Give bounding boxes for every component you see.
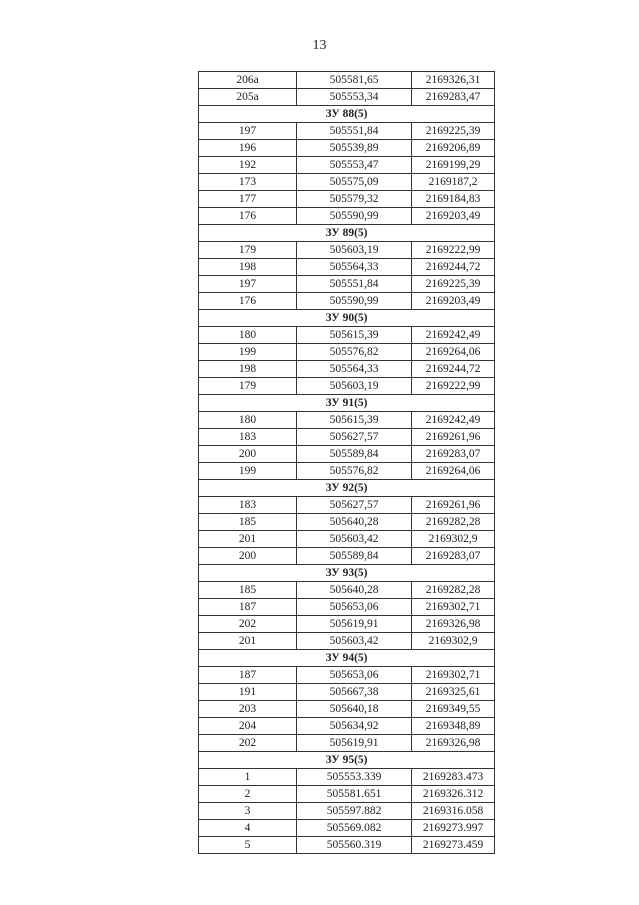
table-row xyxy=(199,344,495,361)
section-title: ЗУ 95(5) xyxy=(199,752,495,769)
point-number-cell: 197 xyxy=(199,276,297,293)
table-row xyxy=(199,412,495,429)
point-number-cell: 201 xyxy=(199,531,297,548)
y-coordinate-cell: 2169326,98 xyxy=(412,616,495,633)
table-row xyxy=(199,599,495,616)
table-row xyxy=(199,497,495,514)
table-row xyxy=(199,616,495,633)
page-number: 13 xyxy=(312,38,327,53)
table-row xyxy=(199,327,495,344)
x-coordinate-cell: 505603,42 xyxy=(297,531,412,548)
table-row xyxy=(199,684,495,701)
y-coordinate-cell: 2169222,99 xyxy=(412,242,495,259)
section-header-row xyxy=(199,395,495,412)
y-coordinate-cell: 2169264,06 xyxy=(412,463,495,480)
section-header-row xyxy=(199,650,495,667)
y-coordinate-cell: 2169261,96 xyxy=(412,497,495,514)
x-coordinate-cell: 505589,84 xyxy=(297,548,412,565)
x-coordinate-cell: 505589,84 xyxy=(297,446,412,463)
y-coordinate-cell: 2169242,49 xyxy=(412,327,495,344)
x-coordinate-cell: 505640,28 xyxy=(297,514,412,531)
y-coordinate-cell: 2169326,31 xyxy=(412,72,495,89)
table-row xyxy=(199,633,495,650)
y-coordinate-cell: 2169225,39 xyxy=(412,123,495,140)
x-coordinate-cell: 505560.319 xyxy=(297,837,412,854)
point-number-cell: 197 xyxy=(199,123,297,140)
point-number-cell: 187 xyxy=(199,667,297,684)
point-number-cell: 179 xyxy=(199,242,297,259)
y-coordinate-cell: 2169302,9 xyxy=(412,633,495,650)
point-number-cell: 198 xyxy=(199,361,297,378)
x-coordinate-cell: 505627,57 xyxy=(297,497,412,514)
point-number-cell: 191 xyxy=(199,684,297,701)
section-header-row xyxy=(199,565,495,582)
x-coordinate-cell: 505553,47 xyxy=(297,157,412,174)
table-row xyxy=(199,463,495,480)
table-row xyxy=(199,701,495,718)
x-coordinate-cell: 505579,32 xyxy=(297,191,412,208)
section-title: ЗУ 92(5) xyxy=(199,480,495,497)
table-row xyxy=(199,786,495,803)
point-number-cell: 206а xyxy=(199,72,297,89)
x-coordinate-cell: 505575,09 xyxy=(297,174,412,191)
point-number-cell: 199 xyxy=(199,463,297,480)
y-coordinate-cell: 2169326.312 xyxy=(412,786,495,803)
table-row xyxy=(199,803,495,820)
y-coordinate-cell: 2169242,49 xyxy=(412,412,495,429)
table-row xyxy=(199,361,495,378)
x-coordinate-cell: 505576,82 xyxy=(297,344,412,361)
y-coordinate-cell: 2169244,72 xyxy=(412,361,495,378)
point-number-cell: 202 xyxy=(199,735,297,752)
y-coordinate-cell: 2169282,28 xyxy=(412,514,495,531)
table-row xyxy=(199,582,495,599)
x-coordinate-cell: 505590,99 xyxy=(297,208,412,225)
point-number-cell: 4 xyxy=(199,820,297,837)
x-coordinate-cell: 505667,38 xyxy=(297,684,412,701)
table-row xyxy=(199,89,495,106)
section-title: ЗУ 90(5) xyxy=(199,310,495,327)
x-coordinate-cell: 505653,06 xyxy=(297,599,412,616)
y-coordinate-cell: 2169225,39 xyxy=(412,276,495,293)
point-number-cell: 196 xyxy=(199,140,297,157)
point-number-cell: 192 xyxy=(199,157,297,174)
y-coordinate-cell: 2169283,07 xyxy=(412,446,495,463)
point-number-cell: 1 xyxy=(199,769,297,786)
section-header-row xyxy=(199,480,495,497)
point-number-cell: 187 xyxy=(199,599,297,616)
y-coordinate-cell: 2169316.058 xyxy=(412,803,495,820)
point-number-cell: 201 xyxy=(199,633,297,650)
y-coordinate-cell: 2169203,49 xyxy=(412,208,495,225)
coordinates-table-body xyxy=(199,72,495,854)
y-coordinate-cell: 2169283,07 xyxy=(412,548,495,565)
point-number-cell: 185 xyxy=(199,514,297,531)
x-coordinate-cell: 505603,19 xyxy=(297,242,412,259)
point-number-cell: 199 xyxy=(199,344,297,361)
point-number-cell: 205а xyxy=(199,89,297,106)
y-coordinate-cell: 2169244,72 xyxy=(412,259,495,276)
section-header-row xyxy=(199,752,495,769)
table-row xyxy=(199,446,495,463)
table-row xyxy=(199,531,495,548)
point-number-cell: 177 xyxy=(199,191,297,208)
y-coordinate-cell: 2169222,99 xyxy=(412,378,495,395)
x-coordinate-cell: 505627,57 xyxy=(297,429,412,446)
x-coordinate-cell: 505634,92 xyxy=(297,718,412,735)
y-coordinate-cell: 2169302,9 xyxy=(412,531,495,548)
table-row xyxy=(199,293,495,310)
x-coordinate-cell: 505539,89 xyxy=(297,140,412,157)
table-row xyxy=(199,718,495,735)
x-coordinate-cell: 505653,06 xyxy=(297,667,412,684)
x-coordinate-cell: 505576,82 xyxy=(297,463,412,480)
x-coordinate-cell: 505603,42 xyxy=(297,633,412,650)
x-coordinate-cell: 505553.339 xyxy=(297,769,412,786)
y-coordinate-cell: 2169273.997 xyxy=(412,820,495,837)
y-coordinate-cell: 2169282,28 xyxy=(412,582,495,599)
table-row xyxy=(199,735,495,752)
x-coordinate-cell: 505581,65 xyxy=(297,72,412,89)
y-coordinate-cell: 2169203,49 xyxy=(412,293,495,310)
point-number-cell: 200 xyxy=(199,548,297,565)
y-coordinate-cell: 2169349,55 xyxy=(412,701,495,718)
section-header-row xyxy=(199,225,495,242)
x-coordinate-cell: 505597.882 xyxy=(297,803,412,820)
table-row xyxy=(199,72,495,89)
table-row xyxy=(199,157,495,174)
y-coordinate-cell: 2169273.459 xyxy=(412,837,495,854)
y-coordinate-cell: 2169302,71 xyxy=(412,599,495,616)
table-row xyxy=(199,837,495,854)
point-number-cell: 5 xyxy=(199,837,297,854)
point-number-cell: 2 xyxy=(199,786,297,803)
y-coordinate-cell: 2169302,71 xyxy=(412,667,495,684)
y-coordinate-cell: 2169261,96 xyxy=(412,429,495,446)
x-coordinate-cell: 505603,19 xyxy=(297,378,412,395)
point-number-cell: 204 xyxy=(199,718,297,735)
section-header-row xyxy=(199,310,495,327)
x-coordinate-cell: 505619,91 xyxy=(297,735,412,752)
table-row xyxy=(199,548,495,565)
x-coordinate-cell: 505569.082 xyxy=(297,820,412,837)
point-number-cell: 185 xyxy=(199,582,297,599)
table-row xyxy=(199,276,495,293)
point-number-cell: 203 xyxy=(199,701,297,718)
x-coordinate-cell: 505551,84 xyxy=(297,123,412,140)
y-coordinate-cell: 2169187,2 xyxy=(412,174,495,191)
y-coordinate-cell: 2169283.473 xyxy=(412,769,495,786)
point-number-cell: 179 xyxy=(199,378,297,395)
table-row xyxy=(199,191,495,208)
y-coordinate-cell: 2169325,61 xyxy=(412,684,495,701)
section-title: ЗУ 91(5) xyxy=(199,395,495,412)
point-number-cell: 198 xyxy=(199,259,297,276)
table-row xyxy=(199,242,495,259)
x-coordinate-cell: 505640,18 xyxy=(297,701,412,718)
y-coordinate-cell: 2169326,98 xyxy=(412,735,495,752)
x-coordinate-cell: 505615,39 xyxy=(297,412,412,429)
table-row xyxy=(199,667,495,684)
table-row xyxy=(199,378,495,395)
y-coordinate-cell: 2169283,47 xyxy=(412,89,495,106)
coordinates-table xyxy=(198,71,495,854)
section-title: ЗУ 94(5) xyxy=(199,650,495,667)
x-coordinate-cell: 505640,28 xyxy=(297,582,412,599)
table-row xyxy=(199,514,495,531)
point-number-cell: 176 xyxy=(199,293,297,310)
point-number-cell: 173 xyxy=(199,174,297,191)
y-coordinate-cell: 2169206,89 xyxy=(412,140,495,157)
section-title: ЗУ 93(5) xyxy=(199,565,495,582)
x-coordinate-cell: 505551,84 xyxy=(297,276,412,293)
point-number-cell: 180 xyxy=(199,327,297,344)
point-number-cell: 202 xyxy=(199,616,297,633)
x-coordinate-cell: 505564,33 xyxy=(297,361,412,378)
table-row xyxy=(199,123,495,140)
section-title: ЗУ 89(5) xyxy=(199,225,495,242)
section-header-row xyxy=(199,106,495,123)
y-coordinate-cell: 2169264,06 xyxy=(412,344,495,361)
table-row xyxy=(199,769,495,786)
y-coordinate-cell: 2169199,29 xyxy=(412,157,495,174)
table-row xyxy=(199,259,495,276)
point-number-cell: 3 xyxy=(199,803,297,820)
table-row xyxy=(199,140,495,157)
table-row xyxy=(199,429,495,446)
y-coordinate-cell: 2169348,89 xyxy=(412,718,495,735)
point-number-cell: 176 xyxy=(199,208,297,225)
x-coordinate-cell: 505581.651 xyxy=(297,786,412,803)
x-coordinate-cell: 505564,33 xyxy=(297,259,412,276)
point-number-cell: 180 xyxy=(199,412,297,429)
x-coordinate-cell: 505615,39 xyxy=(297,327,412,344)
point-number-cell: 183 xyxy=(199,429,297,446)
point-number-cell: 200 xyxy=(199,446,297,463)
x-coordinate-cell: 505590,99 xyxy=(297,293,412,310)
y-coordinate-cell: 2169184,83 xyxy=(412,191,495,208)
x-coordinate-cell: 505553,34 xyxy=(297,89,412,106)
x-coordinate-cell: 505619,91 xyxy=(297,616,412,633)
table-row xyxy=(199,174,495,191)
section-title: ЗУ 88(5) xyxy=(199,106,495,123)
point-number-cell: 183 xyxy=(199,497,297,514)
table-row xyxy=(199,820,495,837)
table-row xyxy=(199,208,495,225)
